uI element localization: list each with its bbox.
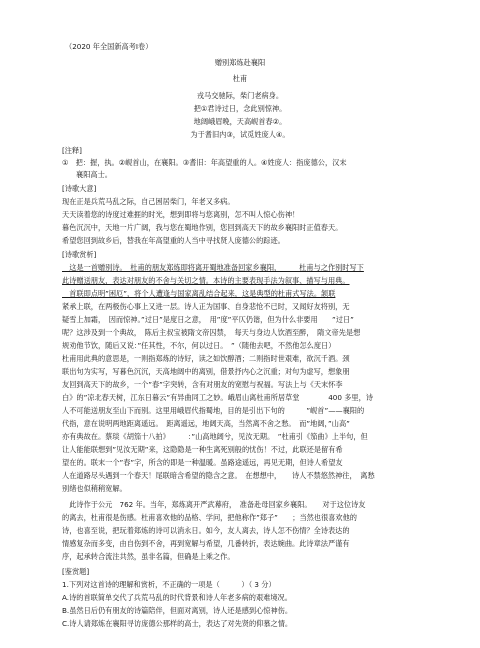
appreciation-line: 呢？这涉及到一个典故， 陈后主叔宝被隋文帝囚禁， 每天与身边人饮酒至醉， 隋文帝先是想: [62, 328, 361, 337]
notes-heading: [注释]: [62, 146, 82, 155]
appreciation-line: 人不可能送朋友至山下而别。这里用峨眉代指蜀地，目的是引出下句的 ”岘首”——襄阳的: [62, 406, 365, 415]
appreciation-line: 规劝他节饮，随后又说：”任其性，不尔，何以过日。 ”（随他去吧，不然他怎么度日）: [62, 341, 336, 350]
context-line: 情感复杂而多变，由自伤到不舍，再到宽解与希望，几番转折，表达婉曲。此诗章法严谨有: [62, 539, 350, 548]
question-option: C.诗人请郑炼在襄阳寻访庞德公那样的高士，表达了对先贤的仰慕之情。: [62, 619, 293, 628]
appreciation-line: 别绪也似稍稍宽解。: [62, 484, 127, 493]
poem-line: 为于耆旧内③，试觅姓庞人④。: [190, 130, 290, 139]
appreciation-line: 联出句为实写，写暮色沉沉，天高地阔中的离别，借景抒内心之沉重；对句为虚写，想象朋: [62, 367, 350, 376]
appreciation-line: 紧承上联，在两极伤心事上又进一层。诗人正为国事、自身悲怆不已时，又闻好友将别，无: [62, 302, 350, 311]
context-line: 的离去，杜甫很是伤感。杜甫喜欢他的品格、学问，把他称作”郑子” ；当然也很喜欢他的: [62, 513, 357, 522]
appreciation-line: 首联即点明”困厄”，将个人遭逢与国家离乱结合起来，这是典型的杜甫式写法。颔联: [62, 289, 336, 298]
appreciation-line: 代指，意在说明两地距离遥远。 距离遥远，地阔天高，当然离不舍之愁。 而”地阔，”山高”: [62, 419, 350, 428]
context-line: 序，起承转合流注共然，虽非名篇，但确是上乘之作。: [62, 552, 235, 561]
main-idea-heading: [诗歌大意]: [62, 184, 97, 193]
question-stem: 1.下列对这首诗的理解和赏析，不正确的一项是（ ）（ 3 分）: [62, 580, 276, 589]
notes-line: 襄阳高士。: [76, 170, 112, 179]
appreciation-line: 亦有典故在。蔡琰《胡笳十八拍》 ：”山高地阔兮，见汝无期。 ”杜甫引《笳曲》上半句，但: [62, 432, 368, 441]
appreciation-line: 望在的。联末一个”春”字，所含的即是一种温暖。虽路途遥远，再见无期，但诗人希望友: [62, 458, 343, 467]
main-idea-line: 暮色沉沉中，天地一片广阔，我与您在蜀地作别，您回到高天下的故乡襄阳时正值春天。: [62, 223, 343, 232]
poem-author: 杜甫: [232, 74, 248, 83]
poem-line: 地阔峨眉晚，天高岘首春②。: [193, 117, 287, 126]
poem-title: 赠别郑炼赴襄阳: [214, 58, 266, 67]
appreciation-line: 疑雪上加霜， 因而惊神。”过日”是度日之意， 用”度”平仄仍谐，但为什么非要用 ”过日”: [62, 315, 354, 324]
questions-heading: [鉴赏题]: [62, 567, 90, 576]
appreciation-line: 友回到高天下的故乡，一个”春”字突转，含有对朋友的宽慰与祝福。写法上与《天末怀李: [62, 380, 343, 389]
main-idea-line: 天天读着您的诗度过难捱的时光，想到即将与您离别，怎不叫人惊心伤神！: [62, 210, 300, 219]
question-option: A.诗的首联简单交代了兵荒马乱的时代背景和诗人年老多病的艰难境况。: [62, 593, 292, 602]
appreciation-heading: [诗歌赏析]: [62, 250, 97, 259]
notes-line: ① 把：握，执。②岘首山，在襄阳。③耆旧：年高望重的人。④姓庞人：指庞德公，汉末: [62, 158, 347, 167]
appreciation-line: 人在道路尽头遇到一个春天！尾联暗含希望的隐含之意。 在想想中， 诗人不禁悠然神往， 离愁: [62, 471, 375, 480]
question-option: B.虽然日后仍有朋友的诗篇陪伴，但面对离别，诗人还是感到心惊神伤。: [62, 606, 293, 615]
appreciation-line: 这是一首赠别诗。 杜甫的朋友郑炼即将离开蜀地准备回家乡襄阳， 杜甫与之作别时写下: [62, 263, 364, 272]
appreciation-line: 此诗赠送朋友，表达对朋友的不舍与关切之情。本诗的主要表现手法为叙事、描写与用典。: [62, 276, 350, 285]
main-idea-line: 希望您回到故乡后，替我在年高望重的人当中寻找贤人庞德公的踪迹。: [62, 236, 285, 245]
appreciation-line: 杜甫用此典的意思是，一则指郑炼的诗好，读之如饮醇酒；二则指时世艰难，欲沉千酒。颈: [62, 354, 350, 363]
main-idea-line: 现在正是兵荒马乱之际，自己困居柴门，年老又多病。: [62, 197, 235, 206]
context-line: 此诗作于公元 762 年。当年，郑炼离开严武幕府， 准备赴母回家乡襄阳。 对于这位诗友: [62, 500, 366, 509]
poem-line: 把①君诗过日，念此别惊神。: [193, 104, 287, 113]
context-line: 诗，也喜至说，把玩着郑炼的诗可以消永日。如今，友人离去，诗人怎不伤情？全诗表达的: [62, 526, 350, 535]
exam-header: （2020 年全国新高考Ⅰ卷）: [65, 42, 153, 51]
poem-line: 戎马交驰际，柴门老病身。: [196, 91, 284, 100]
appreciation-line: 白》的”凉北春天树，江东日暮云”有异曲同工之妙。峨眉山离杜甫所居草堂 400 多里，诗: [62, 393, 373, 402]
appreciation-line: 让人能能联想到”见汝无期”来，这隐隐是一种生离死别般的忧伤！不过，此联还是留有希: [62, 445, 343, 454]
